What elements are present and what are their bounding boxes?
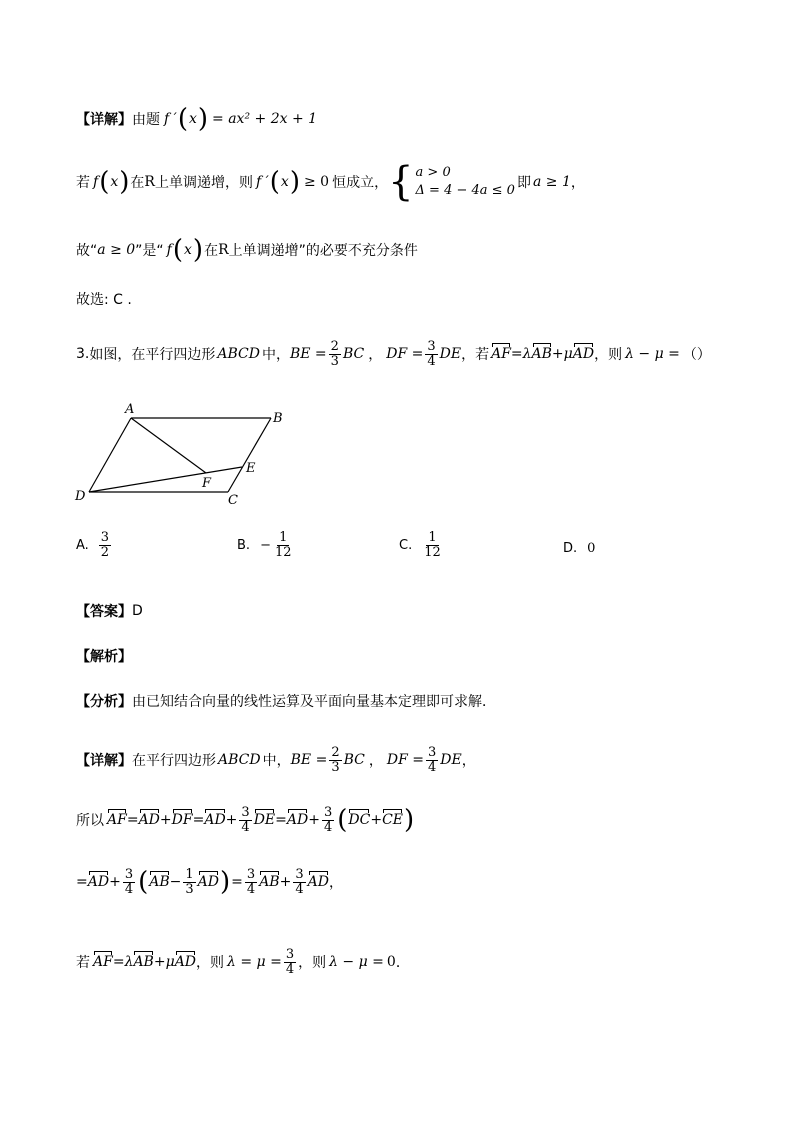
detail-line-derivative: 【详解】 由题 f ′ ( x ) = ax² + 2x + 1	[76, 104, 318, 134]
stem-text-b: 中，	[261, 347, 290, 364]
math-comma: ，	[328, 875, 343, 892]
math-lambda-minus-mu: λ − μ =	[625, 346, 680, 363]
fraction-3-4: $\frac{3}{4}$	[246, 867, 256, 897]
detail2-text-a: 在平行四边形	[132, 753, 216, 770]
math-eq: =	[112, 954, 125, 971]
answer-line	[76, 601, 143, 621]
option-d[interactable]	[563, 541, 595, 556]
fraction-3-4: $\frac{3}{4}$	[124, 867, 134, 897]
vector-AB: AB	[259, 874, 280, 891]
detail2-tag: 【详解】	[76, 753, 132, 770]
option-letter: B.	[237, 537, 251, 553]
math-eq: =	[192, 812, 205, 829]
text-holds: 恒成立，	[332, 175, 389, 191]
math-eq: =	[126, 812, 139, 829]
vector-AD: AD	[307, 874, 329, 891]
fraction-1-3: $\frac{1}{3}$	[185, 867, 194, 897]
vector-AF: AF	[107, 812, 127, 829]
fraction-3-4: $\frac{3}{4}$	[323, 805, 333, 835]
system-row-1: a > 0	[415, 165, 451, 181]
math-zero: 0	[386, 954, 396, 971]
detail-text: 由题	[132, 112, 160, 128]
math-comma: ，	[368, 753, 383, 770]
vector-AB: AB	[149, 874, 170, 891]
fraction-3-4: $\frac{3}{4}$	[295, 867, 304, 897]
fraction-3-4: $\frac{3}{4}$	[241, 805, 250, 835]
math-derivative-rhs: = ax² + 2x + 1	[212, 111, 318, 127]
text-then: 即	[516, 175, 531, 191]
stem-text-d: ，则	[594, 347, 623, 364]
question-3-stem	[76, 340, 711, 368]
math-R: R	[144, 174, 155, 190]
stem-sep: ，	[368, 347, 383, 364]
segment-DE	[89, 467, 242, 492]
vector-CE: CE	[382, 812, 403, 829]
math-DE: DE	[440, 752, 462, 769]
math-plus: +	[551, 346, 564, 363]
inequality-system	[416, 164, 515, 199]
option-fraction: $\frac{1}{12}$	[274, 530, 292, 560]
stem-blank: （）	[682, 347, 711, 364]
vector-AF: AF	[491, 346, 511, 363]
vector-AD: AD	[204, 812, 226, 829]
stem-text-a: 如图，在平行四边形	[89, 347, 216, 364]
math-BE-eq: BE =	[289, 346, 327, 363]
option-letter: A.	[76, 537, 89, 553]
math-plus: +	[279, 874, 292, 891]
math-lambda-eq-mu: λ = μ =	[227, 954, 282, 971]
math-plus: +	[308, 812, 320, 829]
label-E: E	[246, 461, 256, 476]
option-letter: C.	[399, 537, 413, 553]
label-D: D	[75, 489, 86, 504]
math-lambda: λ	[522, 346, 532, 363]
math-a-geq-0: a ≥ 0	[97, 242, 136, 258]
text-shi: ”是“	[135, 243, 164, 259]
text-on: 在	[204, 243, 219, 259]
vector-AD: AD	[87, 874, 110, 891]
math-eq: =	[510, 346, 523, 363]
math-ABCD: ABCD	[217, 346, 260, 363]
vector-DF: DF	[171, 812, 193, 829]
math-eq: =	[275, 812, 287, 829]
math-plus: +	[225, 812, 238, 829]
math-BC: BC	[343, 752, 365, 769]
math-mu: μ	[165, 954, 175, 971]
detail-line-conclusion: 故“ a ≥ 0 ”是“ f ( x ) 在 R 上单调递增”的必要不充分条件	[76, 235, 418, 265]
vector-AD: AD	[138, 812, 160, 829]
fenxi-line	[76, 691, 496, 711]
math-mu: μ	[563, 346, 573, 363]
label-F: F	[202, 476, 212, 491]
math-eq: =	[231, 874, 243, 891]
math-ABCD: ABCD	[218, 752, 261, 769]
fraction-2-3: $\frac{2}{3}$	[331, 745, 340, 775]
analysis-heading	[76, 646, 132, 666]
vector-AD: AD	[197, 874, 220, 891]
vector-AD: AD	[572, 346, 595, 363]
detail-tag: 【详解】	[76, 112, 132, 128]
detail-line-monotone: 若 f ( x ) 在 R 上单调递增，则 f ′ ( x ) ≥ 0 恒成立， { a > 0 Δ = 4 − 4a ≤ 0 即 a ≥ 1 ，	[76, 159, 585, 205]
math-plus: +	[370, 812, 383, 829]
label-A: A	[125, 402, 135, 417]
detail2-line-suoyi: 所以 AF = AD + DF = AD + $\frac{3}{4}$ DE = AD + $\frac{3}{4}$ ( DC + CE )	[76, 805, 415, 836]
math-BC: BC	[342, 346, 365, 363]
text-suoyi: 所以	[76, 813, 104, 830]
math-comma: ，	[461, 753, 476, 770]
answer-value: D	[132, 603, 143, 619]
vector-AD: AD	[286, 812, 309, 829]
detail2-text-b: 中，	[262, 753, 291, 770]
math-plus: +	[109, 874, 121, 891]
question-number: 3.	[76, 346, 90, 363]
vector-AD: AD	[174, 954, 197, 971]
option-c[interactable]	[399, 531, 445, 559]
segment-AF	[131, 418, 206, 473]
edge-DA	[89, 418, 131, 492]
option-fraction: $\frac{1}{12}$	[424, 530, 441, 560]
text-ze2: ，则	[298, 955, 327, 972]
option-fraction: $\frac{3}{2}$	[100, 530, 110, 560]
vector-AB: AB	[531, 346, 552, 363]
text-ruo: 若	[76, 955, 90, 972]
parallelogram-figure	[70, 398, 300, 510]
detail2-line-result	[76, 948, 410, 976]
stem-text-c: ，若	[461, 347, 490, 364]
text-monotone: 上单调递增，则	[154, 175, 253, 191]
math-R: R	[218, 242, 229, 258]
fenxi-tag: 【分析】	[76, 694, 132, 710]
text-comma: ，	[570, 175, 585, 191]
fraction-2-3: $\frac{2}{3}$	[330, 339, 339, 369]
math-DF-eq: DF =	[386, 346, 424, 363]
math-f: f	[166, 242, 172, 258]
math-geq0: ≥ 0	[303, 174, 330, 190]
math-x: x	[280, 174, 289, 190]
option-a[interactable]	[76, 531, 113, 559]
math-fprime: f ′	[255, 174, 269, 190]
system-row-2: Δ = 4 − 4a ≤ 0	[415, 183, 515, 198]
option-sign: −	[260, 537, 271, 553]
vector-DC: DC	[348, 812, 371, 829]
vector-AB: AB	[133, 954, 154, 971]
math-lambda: λ	[124, 954, 134, 971]
option-value: 0	[587, 541, 596, 556]
math-BE-eq: BE =	[290, 752, 328, 769]
math-f: f	[93, 174, 99, 190]
math-plus: +	[159, 812, 172, 829]
math-lambda-minus-mu: λ − μ =	[329, 954, 384, 971]
fraction-3-4: $\frac{3}{4}$	[285, 947, 295, 977]
vector-DE: DE	[253, 812, 276, 829]
option-letter: D.	[563, 541, 578, 556]
text-ze: ，则	[196, 955, 225, 972]
math-x: x	[110, 174, 119, 190]
math-fprime: f ′	[164, 111, 177, 127]
detail2-line-expand: = AD + $\frac{3}{4}$ ( AB − $\frac{1}{3}$ AD ) = $\frac{3}{4}$ AB + $\frac{3}{4}$ AD ，	[76, 867, 343, 898]
label-C: C	[228, 493, 238, 508]
text-necessary: 上单调递增”的必要不充分条件	[228, 243, 418, 259]
system-brace: {	[388, 159, 414, 205]
math-plus: +	[153, 954, 166, 971]
vector-AF: AF	[93, 954, 113, 971]
math-a-geq-1: a ≥ 1	[532, 174, 571, 190]
fraction-3-4: $\frac{3}{4}$	[427, 745, 437, 775]
option-b[interactable]	[237, 531, 296, 559]
math-minus: −	[169, 874, 182, 891]
text-gu: 故“	[76, 243, 98, 259]
edge-BC	[228, 418, 271, 492]
analysis-tag: 【解析】	[76, 649, 132, 665]
answer-tag: 【答案】	[76, 604, 132, 620]
detail2-line-given	[76, 746, 476, 774]
fenxi-text: 由已知结合向量的线性运算及平面向量基本定理即可求解．	[132, 694, 496, 710]
math-DE: DE	[439, 346, 462, 363]
text-choose-c: 故选: C .	[76, 292, 132, 308]
label-B: B	[273, 411, 283, 426]
fraction-3-4: $\frac{3}{4}$	[427, 339, 436, 369]
text-if: 若	[76, 175, 90, 191]
detail-line-choice	[76, 289, 132, 309]
math-x: x	[184, 242, 192, 258]
math-eq: =	[76, 874, 88, 891]
math-DF-eq: DF =	[386, 752, 424, 769]
text-on: 在	[130, 175, 145, 191]
math-x: x	[188, 111, 197, 127]
text-period: ．	[395, 955, 410, 972]
